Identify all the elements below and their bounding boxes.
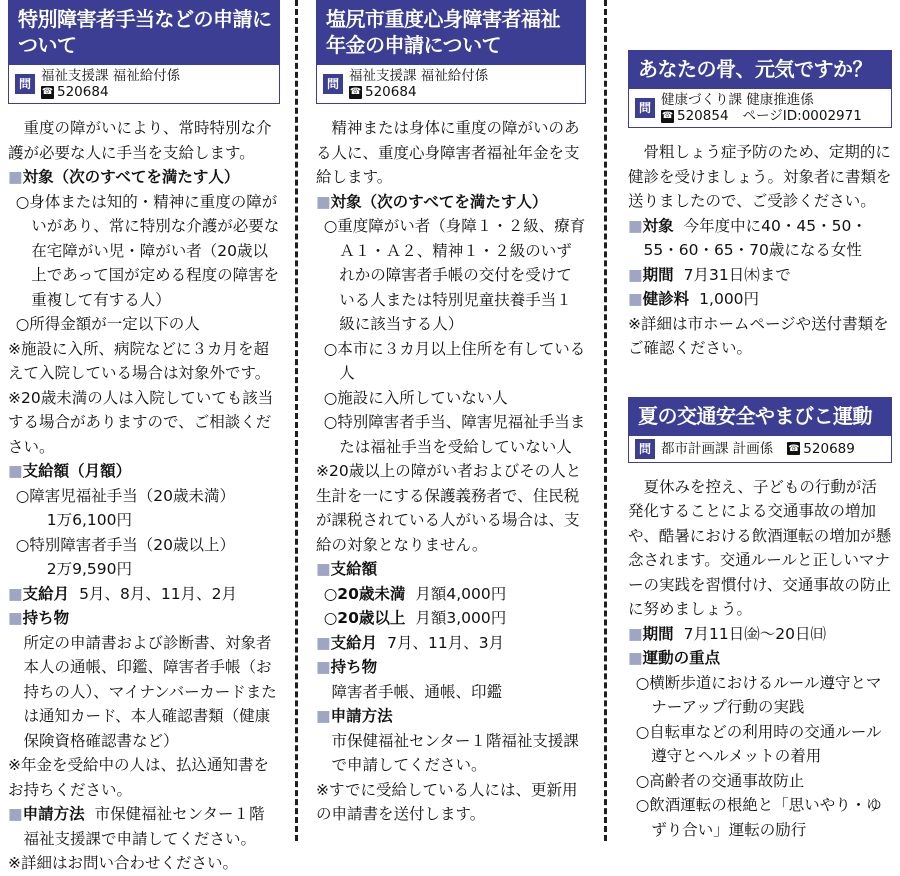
- target-item: ○ 特別障害者手当、障害児福祉手当または福祉手当を受給していない人: [316, 410, 586, 459]
- point-item: ○ 高齢者の交通事故防止: [628, 769, 892, 794]
- column-welfare-pension: [316, 0, 586, 827]
- target-item: ○ 重度障がい者（身障１・２級、療育Ａ１・Ａ２、精神１・２級のいずれかの障害者手帳の交付を受けている人または特別児童扶養手当１級に該当する人）: [316, 214, 586, 337]
- target-heading: ■ 対象（次のすべてを満たす人）: [8, 165, 280, 190]
- amount-row: ○ 20歳未満 月額4,000円: [316, 582, 586, 607]
- column-special-disability-allowance: [8, 0, 280, 876]
- phone-icon: ☎: [41, 87, 54, 97]
- ask-icon: 問: [635, 439, 655, 459]
- month-row: ■ 支給月 7月、11月、3月: [316, 631, 586, 656]
- amount-label: ○ 特別障害者手当（20歳以上）: [8, 533, 280, 558]
- period-row: ■ 期間 7月31日㈭まで: [628, 263, 892, 288]
- contact-box: [316, 64, 586, 104]
- contact-dept: 都市計画課 計画係: [661, 440, 774, 457]
- intro-text: 重度の障がいにより、常時特別な介護が必要な人に手当を支給します。: [8, 119, 272, 162]
- apply-text: 市保健福祉センター１階福祉支援課で申請してください。: [331, 731, 579, 774]
- contact-box: [8, 64, 280, 104]
- items-text: 障害者手帳、通帳、印鑑: [331, 682, 503, 701]
- period-row: ■ 期間 7月11日㈮～20日㈰: [628, 622, 892, 647]
- note-text: ※施設に入所、病院などに３カ月を超えて入院している場合は対象外です。: [8, 339, 271, 382]
- target-heading: ■ 対象（次のすべてを満たす人）: [316, 190, 586, 215]
- ask-icon: 問: [15, 74, 35, 94]
- apply-row: ■ 申請方法 市保健福祉センター１階福祉支援課で申請してください。: [8, 802, 280, 851]
- intro-text: 夏休みを控え、子どもの行動が活発化することによる交通事故の増加や、酷暑における飲酒運転の増加が懸念されます。交通ルールと正しいマナーの実践を習慣付け、交通事故の防止に努めましょう。: [628, 477, 892, 618]
- fee-row: ■ 健診料 1,000円: [628, 287, 892, 312]
- target-item: ○ 身体または知的・精神に重度の障がいがあり、常に特別な介護が必要な在宅障がい児・障がい者（20歳以上であって国が定める程度の障害を重複して有する人）: [8, 190, 280, 313]
- items-text: 所定の申請書および診断書、対象者本人の通帳、印鑑、障害者手帳（お持ちの人）、マイナンバーカードまたは通知カード、本人確認書類（健康保険資格確認書など）: [23, 633, 277, 750]
- note-text: ※すでに受給している人には、更新用の申請書を送付します。: [316, 780, 578, 823]
- amount-value: 2万9,590円: [46, 560, 132, 578]
- items-heading: ■ 持ち物: [316, 655, 586, 680]
- target-item: ○ 所得金額が一定以下の人: [8, 312, 280, 337]
- note-text: ※20歳未満の人は入院していても該当する場合がありますので、ご相談ください。: [8, 388, 274, 456]
- contact-box: [628, 435, 892, 463]
- contact-dept: 福祉支援課 福祉給付係: [41, 68, 181, 84]
- intro-text: 骨粗しょう症予防のため、定期的に健診を受けましょう。対象者に書類を送りましたので、ご受診ください。: [628, 143, 892, 210]
- target-row: ■ 対象 今年度中に40・45・50・55・60・65・70歳になる女性: [628, 214, 892, 263]
- note-text: ※詳細は市ホームページや送付書類をご確認ください。: [628, 314, 889, 357]
- page-id: ページID:0002971: [742, 108, 862, 124]
- month-row: ■ 支給月 5月、8月、11月、2月: [8, 582, 280, 607]
- contact-tel: 520854: [677, 108, 729, 124]
- target-item: ○ 本市に３カ月以上住所を有している人: [316, 337, 586, 386]
- phone-icon: ☎: [661, 111, 674, 121]
- items-heading: ■ 持ち物: [8, 606, 280, 631]
- section-title: 夏の交通安全やまびこ運動: [628, 397, 892, 435]
- column-divider: [295, 0, 298, 841]
- contact-dept: 福祉支援課 福祉給付係: [349, 68, 489, 84]
- contact-dept: 健康づくり課 健康推進係: [661, 92, 814, 108]
- amount-heading: ■ 支給額: [316, 557, 586, 582]
- points-heading: ■ 運動の重点: [628, 646, 892, 671]
- column-health-traffic: [628, 0, 892, 842]
- phone-icon: ☎: [349, 87, 362, 97]
- note-text: ※年金を受給中の人は、払込通知書をお持ちください。: [8, 756, 269, 799]
- intro-text: 精神または身体に重度の障がいのある人に、重度心身障害者福祉年金を支給します。: [316, 119, 580, 186]
- amount-heading: ■ 支給額（月額）: [8, 459, 280, 484]
- apply-heading: ■ 申請方法: [316, 704, 586, 729]
- section-title: 塩尻市重度心身障害者福祉年金の申請について: [316, 0, 586, 64]
- point-item: ○ 自転車などの利用時の交通ルール遵守とヘルメットの着用: [628, 720, 892, 769]
- note-text: ※詳細はお問い合わせください。: [8, 854, 238, 872]
- amount-row: ○ 20歳以上 月額3,000円: [316, 606, 586, 631]
- column-divider: [604, 0, 607, 841]
- amount-label: ○ 障害児福祉手当（20歳未満）: [8, 484, 280, 509]
- target-item: ○ 施設に入所していない人: [316, 386, 586, 411]
- ask-icon: 問: [323, 74, 343, 94]
- point-item: ○ 飲酒運転の根絶と「思いやり・ゆずり合い」運転の励行: [628, 793, 892, 842]
- ask-icon: 問: [635, 98, 655, 118]
- contact-tel: 520689: [803, 440, 855, 457]
- section-title: あなたの骨、元気ですか？: [628, 50, 892, 88]
- contact-tel: 520684: [57, 84, 109, 100]
- amount-value: 1万6,100円: [46, 511, 132, 529]
- point-item: ○ 横断歩道におけるルール遵守とマナーアップ行動の実践: [628, 671, 892, 720]
- phone-icon: ☎: [788, 443, 800, 454]
- section-title: 特別障害者手当などの申請について: [8, 0, 280, 64]
- contact-box: [628, 88, 892, 128]
- note-text: ※20歳以上の障がい者およびその人と生計を一にする保護義務者で、住民税が課税されている人がいる場合は、支給の対象となりません。: [316, 462, 582, 554]
- contact-tel: 520684: [365, 84, 417, 100]
